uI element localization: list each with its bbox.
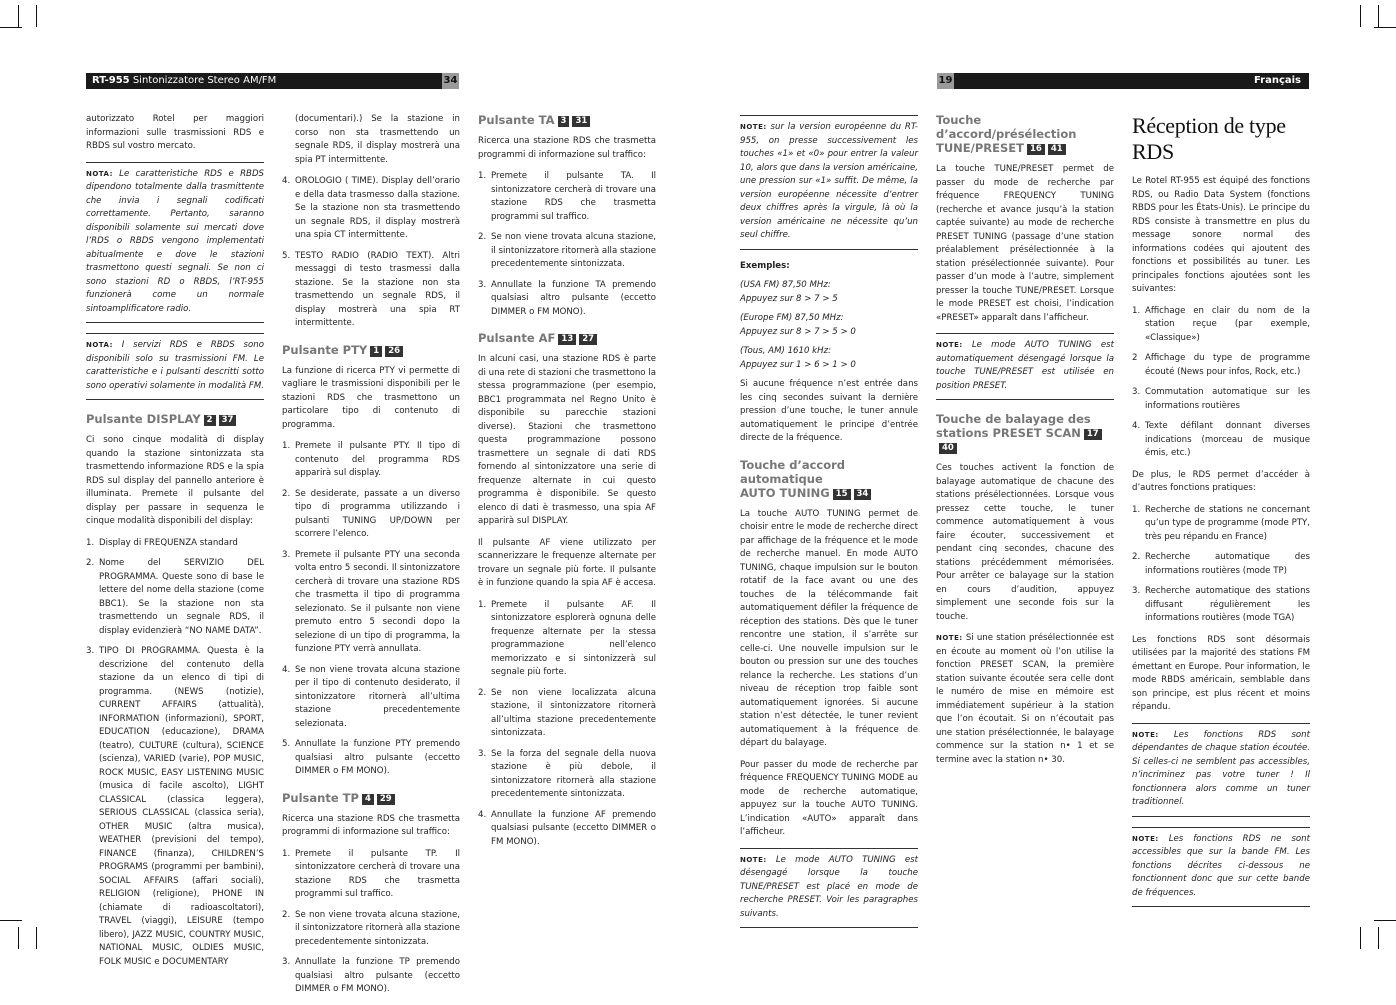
list-number: 2. <box>86 558 95 568</box>
example-line: (USA FM) 87,50 MHz: <box>740 280 831 290</box>
heading-text: Pulsante TP <box>282 790 359 805</box>
example <box>740 312 918 339</box>
column-4 <box>740 113 918 938</box>
list-number: 2. <box>478 687 487 698</box>
item-number-badge: 16 <box>1027 144 1045 155</box>
list-number: 1. <box>1132 305 1141 316</box>
list-text: Texte défilant donnant diverses indications (morceau de musique émis, etc.) <box>1145 421 1310 458</box>
list-item <box>282 488 460 542</box>
list-text: Se non viene localizzata alcuna stazione, il sintonizzatore ritornerà all’ultima stazione precedentemente sintonizzata. <box>491 687 656 738</box>
note-text: I servizi RDS e RBDS sono disponibili solo su trasmissioni FM. Le caratteristiche e i pulsanti descritti sotto sono operativi solamente in modalità FM. <box>86 340 265 391</box>
crop-mark <box>1360 5 1361 27</box>
item-number-badge: 37 <box>219 415 237 426</box>
numbered-list <box>86 537 264 970</box>
list-item <box>282 909 460 950</box>
list-text: Nome del SERVIZIO DEL PROGRAMMA. Queste sono di base le lettere del nome della stazione (come BBC1). Se la stazione non sta trasmettendo un segnale RDS, il display evidenzierà “NO NAME DATA”. <box>99 558 264 636</box>
list-item <box>478 748 656 802</box>
list-item <box>1132 551 1310 578</box>
example-line: Appuyez sur 8 > 7 > 5 <box>740 293 838 304</box>
item-number-badge: 34 <box>854 489 872 500</box>
list-item <box>1132 420 1310 461</box>
crop-mark <box>18 5 19 27</box>
list-number: 3. <box>1132 387 1141 397</box>
paragraph: La touche TUNE/PRESET permet de passer du mode de recherche par fréquence FREQUENCY TUNING (recherche et avance jusqu’à la station captée suivante) au mode de recherche PRESET TUNING (passage d’une station préalablement présélectionnée à la station présélectionnée suivante). Pour passer d’un mode à l’autre, simplement presser la touche TUNE/PRESET. Lorsque le mode PRESET est choisi, l’indication «PRESET» apparaît dans l’afficheur. <box>936 164 1114 323</box>
list-number: 2 <box>1132 353 1138 363</box>
note-text: Le caratteristiche RDS e RBDS dipendono totalmente dalla trasmittente che invia i segnali codificati correttamente. Pertanto, saranno disponibili solamente sui mercati dove l’RDS o RBDS vengono implementati abitualmente e dove le stazioni trasmettono questi segnali. Se non ci sono stazioni RD o RBDS, l’RT-955 funzionerà come un normale sintoamplificatore radio. <box>86 168 265 314</box>
list-number: 3. <box>282 957 291 967</box>
heading-text: Pulsante DISPLAY <box>86 412 201 426</box>
crop-mark <box>1378 5 1379 27</box>
list-item <box>1132 504 1310 545</box>
list-item <box>282 175 460 243</box>
heading-text: Touche d’accord automatique <box>740 457 846 486</box>
list-item <box>282 848 460 902</box>
list-number: 2. <box>282 909 291 920</box>
section-heading <box>740 458 918 500</box>
list-number: 1. <box>86 537 95 548</box>
model-name: RT-955 <box>92 75 130 86</box>
list-item <box>478 231 656 272</box>
heading-text: TUNE/PRESET <box>936 141 1024 155</box>
list-text: TIPO DI PROGRAMMA. Questa è la descrizione del contenuto della stazione da un elenco di tipi di programma. (NEWS (notizie), CURRENT AFFAIRS (attualità), INFORMATION (informazioni), SPORT, EDUCATION (educazione), DRAMA (teatro), CULTURE (cultura), SCIENCE (scienza), VARIED (varie), POP MUSIC, ROCK MUSIC, EASY LISTENING MUSIC (musica di facile ascolto), LIGHT CLASSICAL (classica leggera), SERIOUS CLASSICAL (classica seria), OTHER MUSIC (altra musica), WEATHER (previsioni del tempo), FINANCE (finanza), CHILDREN’S PROGRAMS (programmi per bambini), SOCIAL AFFAIRS (affari sociali), RELIGION (religione), PHONE IN (chiamate di radioascoltatori), TRAVEL (viaggi), LEISURE (tempo libero), JAZZ MUSIC, COUNTRY MUSIC, NATIONAL MUSIC, OLDIES MUSIC, FOLK MUSIC e DOCUMENTARY <box>99 646 264 967</box>
list-text: Annullate la funzione TA premendo qualsiasi altro pulsante (eccetto DIMMER o FM MONO). <box>491 279 656 317</box>
list-number: 1. <box>1132 504 1141 515</box>
section-heading <box>282 791 460 805</box>
page-number-right: 19 <box>937 73 954 89</box>
list-text: Display di FREQUENZA standard <box>99 537 238 548</box>
list-item <box>478 279 656 320</box>
section-heading <box>86 412 264 426</box>
example <box>740 345 918 372</box>
paragraph: Ricerca una stazione RDS che trasmetta programmi di informazione sul traffico: <box>478 136 656 160</box>
example <box>740 279 918 306</box>
note-label: NOTA: <box>86 341 113 349</box>
section-heading <box>936 113 1114 155</box>
list-text: Premete il pulsante AF. Il sintonizzatore esplorerà ognuna delle frequenze alternate per la stessa programmazione nell’elenco memorizzato e si sintonizzerà sul segnale più forte. <box>491 599 656 677</box>
list-number: 2. <box>478 232 487 242</box>
section-heading <box>936 412 1114 454</box>
paragraph: Si aucune fréquence n’est entrée dans les cinq secondes suivant la dernière pression d’une touche, le tuner annule automatiquement le principe d’entrée directe de la fréquence. <box>740 379 918 443</box>
list-text: Se non viene trovata alcuna stazione per il tipo di contenuto desiderato, il sintonizzatore ritornerà all’ultima stazione precedentemente selezionata. <box>295 664 460 729</box>
crop-mark <box>1374 27 1396 28</box>
list-number: 3. <box>478 748 487 759</box>
example-line: (Tous, AM) 1610 kHz: <box>740 346 832 356</box>
paragraph: Pour passer du mode de recherche par fréquence FREQUENCY TUNING MODE au mode de recherche automatique, appuyez sur la touche AUTO TUNING. L’indication «AUTO» apparaît dans l’afficheur. <box>740 759 918 837</box>
list-number: 1. <box>478 171 487 181</box>
note-text: Si une station présélectionnée est en écoute au moment où l’on utilise la fonction PRESET SCAN, la première station suivante écoutée sera celle dont le numéro de mise en mémoire est immédiatement supérieur à la station que l’on écoutait. Si on n’écoutait pas une station présélectionnée, le balayage commence sur la station n• 1 et se termine avec la station n• 30. <box>936 633 1114 765</box>
page-title: Réception de type RDS <box>1132 113 1286 164</box>
list-text: OROLOGIO ( TIME). Display dell’orario e della data trasmesso dalla stazione. Se la stazione non sta trasmettendo un segnale RDS, il display mostrerà una spia CT intermittente. <box>295 176 460 240</box>
example-line: Appuyez sur 1 > 6 > 1 > 0 <box>740 359 856 370</box>
paragraph: Les fonctions RDS sont désormais utilisées par la majorité des stations FM émettant en Europe. Pour information, le mode RBDS américain, semblable dans son principe, est plus récent et moins répandu. <box>1132 634 1310 712</box>
crop-mark <box>36 927 37 949</box>
item-number-badge: 4 <box>362 794 374 805</box>
list-text: Annullate la funzione PTY premendo qualsiasi altro pulsante (eccetto DIMMER o FM MONO). <box>295 739 460 776</box>
list-text: Premete il pulsante TA. Il sintonizzatore cercherà di trovare una stazione RDS che trasmetta programmi sul traffico. <box>491 171 656 222</box>
list-item <box>282 738 460 779</box>
item-number-badge: 1 <box>370 346 382 357</box>
note-box <box>1132 827 1310 908</box>
heading-text: stations PRESET SCAN <box>936 426 1081 440</box>
heading-text: Pulsante TA <box>478 113 555 127</box>
paragraph: La funzione di ricerca PTY vi permette di vagliare le trasmissioni disponibili per le stazioni RDS che trasmettono un particolare tipo di contenuto di programma. <box>282 365 460 430</box>
note-label: NOTA: <box>86 169 113 178</box>
list-text: Commutation automatique sur les informations routières <box>1145 387 1310 411</box>
note-box <box>86 162 264 324</box>
note-text: Le mode AUTO TUNING est automatiquement désengagé lorsque la touche TUNE/PRESET est utilisée en position PRESET. <box>936 340 1115 391</box>
item-number-badge: 13 <box>558 334 576 345</box>
list-number: 2. <box>282 488 291 499</box>
item-number-badge: 27 <box>579 334 597 345</box>
list-number: 2. <box>1132 552 1141 562</box>
heading-text: AUTO TUNING <box>740 485 830 500</box>
item-number-badge: 31 <box>572 116 590 127</box>
note-label: NOTE: <box>740 123 767 131</box>
list-item <box>282 549 460 657</box>
note-label: NOTE: <box>936 341 963 349</box>
list-number: 3. <box>86 646 95 656</box>
example-line: (Europe FM) 87,50 MHz: <box>740 313 844 323</box>
item-number-badge: 40 <box>939 443 957 454</box>
list-text: Se desiderate, passate a un diverso tipo di programma utilizzando i pulsanti TUNING UP/DOWN per scorrere l’elenco. <box>295 488 460 539</box>
note-label: NOTE: <box>1132 834 1159 843</box>
item-number-badge: 3 <box>558 116 570 127</box>
crop-mark <box>0 27 22 28</box>
note-label: NOTE: <box>1132 730 1159 739</box>
column-3 <box>478 113 656 857</box>
note-box <box>740 848 918 929</box>
list-text: Annullate la funzione TP premendo qualsiasi altro pulsante (eccetto DIMMER o FM MONO). <box>295 957 460 994</box>
note-box <box>740 115 918 250</box>
heading-text: Pulsante PTY <box>282 342 368 357</box>
list-item <box>282 664 460 732</box>
column-5 <box>936 113 1114 775</box>
crop-mark <box>18 927 19 949</box>
list-number: 1. <box>282 441 291 451</box>
list-text: Se la forza del segnale della nuova stazione è più debole, il sintonizzatore ritornerà alla stazione precedentemente sintonizzata. <box>491 748 656 799</box>
paragraph: Le Rotel RT-955 est équipé des fonctions RDS, ou Radio Data System (fonctions RBDS pour les États-Unis). Le principe du RDS consiste à transmettre en plus du message sonore normal des informations codées qui ajoutent des fonctions et possibilités au tuner. Les principales fonctions ajoutées sont les suivantes: <box>1132 176 1310 294</box>
list-text: Premete il pulsante PTY una seconda volta entro 5 secondi. Il sintonizzatore cercherà di trovare una stazione RDS che trasmetta il tipo di programma selezionato. Se il pulsante non viene premuto entro 5 secondi dopo la selezione di un tipo di programma, la funzione PTY verrà annullata. <box>295 549 460 654</box>
list-number: 4. <box>282 664 291 675</box>
list-number: 3. <box>282 549 291 560</box>
list-item <box>1132 585 1310 626</box>
list-text: Recherche automatique des stations diffusant régulièrement les informations routières (mode TGA) <box>1145 586 1310 623</box>
list-text: Premete il pulsante TP. Il sintonizzatore cercherà di trovare una stazione RDS che trasmetta programmi sul traffico. <box>295 848 460 899</box>
paragraph: (documentari).) Se la stazione in corso non sta trasmettendo un segnale RDS, il display mostrerà una spia PT intermittente. <box>295 114 460 165</box>
heading-text: Pulsante AF <box>478 331 556 345</box>
list-text: Annullate la funzione AF premendo qualsiasi pulsante (eccetto DIMMER o FM MONO). <box>491 809 656 847</box>
list-number: 3. <box>478 279 487 290</box>
list-text: Affichage en clair du nom de la station reçue (par exemple, «Classique») <box>1145 305 1310 343</box>
paragraph: Ces touches activent la fonction de balayage automatique de chacune des stations présélectionnées. Lorsque vous pressez cette touche, le tuner commence automatiquement à vous faire écouter, successivement et pendant cinq secondes, chacune des stations précédemment mémorisées. Pour arrêter ce balayage sur la station en cours d’audition, appuyez simplement une seconde fois sur la touche. <box>936 463 1114 622</box>
item-number-badge: 15 <box>833 489 851 500</box>
numbered-list <box>478 599 656 850</box>
numbered-list <box>1132 305 1310 461</box>
list-text: Premete il pulsante PTY. Il tipo di contenuto del programma RDS apparirà sul display. <box>295 441 460 478</box>
list-text: TESTO RADIO (RADIO TEXT). Altri messaggi di testo trasmessi dalla stazione. Se la stazione non sta trasmettendo un segnale RDS, il display mostrerà una spia RT intermittente. <box>295 250 460 328</box>
paragraph: De plus, le RDS permet d’accéder à d’autres fonctions pratiques: <box>1132 469 1310 493</box>
list-number: 3. <box>1132 586 1141 596</box>
list-item <box>86 557 264 638</box>
list-item <box>282 440 460 481</box>
note-box <box>86 333 264 400</box>
heading-text: Touche de balayage des <box>936 412 1091 426</box>
list-item <box>1132 305 1310 346</box>
item-number-badge: 29 <box>377 794 395 805</box>
crop-mark <box>1378 927 1379 949</box>
paragraph: Ci sono cinque modalità di display quando la stazione sintonizzata sta trasmettendo informazione RDS e la spia RDS sul display del pannello anteriore è illuminata. Premete il pulsante del display per passare in sequenza le cinque modalità disponibili del display: <box>86 435 264 526</box>
numbered-list <box>282 175 460 331</box>
numbered-list <box>1132 504 1310 626</box>
note-label: NOTE: <box>740 855 767 864</box>
crop-mark <box>36 5 37 27</box>
list-item <box>86 537 264 551</box>
list-text: Recherche automatique des informations routières (mode TP) <box>1145 552 1310 576</box>
paragraph: La touche AUTO TUNING permet de choisir entre le mode de recherche direct par affichage de la fréquence et le mode de recherche manuel. En mode AUTO TUNING, chaque impulsion sur le bouton rotatif de la face avant ou une des touches de la télécommande fait automatiquement défiler la fréquence de réception des stations. Dès que le tuner rencontre une station, il s’arrête sur celle-ci. Une nouvelle impulsion sur le bouton ou pression sur une des touches relance la recherche. Les stations d’un niveau de réception trop faible sont automatiquement ignorées. Si aucune station n’est détectée, le tuner revient automatiquement à la fréquence de départ du balayage. <box>740 508 918 748</box>
list-number: 1. <box>478 599 487 610</box>
note-text: Les fonctions RDS ne sont accessibles que sur la bande FM. Les fonctions décrites ci-dessous ne fonctionnent donc que sur cette bande de fréquences. <box>1132 833 1311 898</box>
paragraph: autorizzato Rotel per maggiori informazioni sulle trasmissioni RDS e RBDS sul vostro mercato. <box>86 114 264 151</box>
list-number: 1. <box>282 848 291 859</box>
header-bar-left <box>86 73 442 89</box>
paragraph: Ricerca una stazione RDS che trasmetta programmi di informazione sul traffico: <box>282 813 460 837</box>
numbered-list <box>282 848 460 997</box>
item-number-badge: 26 <box>385 346 403 357</box>
column-1 <box>86 113 264 977</box>
list-item <box>478 599 656 680</box>
list-item <box>86 645 264 969</box>
note-box <box>1132 723 1310 817</box>
note-paragraph <box>936 632 1114 767</box>
header-bar-right <box>954 73 1309 89</box>
list-item <box>282 956 460 997</box>
list-number: 4. <box>478 809 487 820</box>
crop-mark <box>0 920 22 921</box>
page-number-left: 34 <box>442 73 459 89</box>
paragraph: Il pulsante AF viene utilizzato per scannerizzare le frequenze alternate per trovare un segnale più forte. Il pulsante è in funzione quando la spia AF è accesa. <box>478 537 656 588</box>
example-line: Appuyez sur 8 > 7 > 5 > 0 <box>740 326 856 337</box>
list-item <box>1132 352 1310 379</box>
examples-heading: Exemples: <box>740 260 790 271</box>
list-item <box>282 250 460 331</box>
header-language: Français <box>1253 75 1301 86</box>
list-number: 5. <box>282 739 291 749</box>
note-box <box>936 333 1114 400</box>
numbered-list <box>478 170 656 319</box>
heading-text: Touche d’accord/présélection <box>936 113 1077 141</box>
list-number: 4. <box>282 176 291 186</box>
list-item <box>478 809 656 850</box>
paragraph: In alcuni casi, una stazione RDS è parte di una rete di stazioni che trasmettono la stessa programmazione (per esempio, BBC1 programmata nel Regno Unito è disponibile su parecchie stazioni diverse). Stazioni che trasmettono questa programmazione possono trasmettere un segnale di dati RDS fornendo al sintonizzatore una serie di frequenze alternate in cui questo programma è disponibile. Se questo elenco di dati è trasmesso, una spia AF apparirà sul DISPLAY. <box>478 354 656 526</box>
list-text: Se non viene trovata alcuna stazione, il sintonizzatore ritornerà alla stazione precedentemente sintonizzata. <box>295 909 460 947</box>
column-2 <box>282 113 460 1005</box>
crop-mark <box>1374 920 1396 921</box>
note-text: Le mode AUTO TUNING est désengagé lorsque la touche TUNE/PRESET est placé en mode de recherche PRESET. Voir les paragraphes suivants. <box>740 854 919 919</box>
note-label: NOTE: <box>936 634 963 642</box>
list-number: 4. <box>1132 421 1141 431</box>
list-text: Affichage du type de programme écouté (News pour infos, Rock, etc.) <box>1145 353 1310 377</box>
item-number-badge: 41 <box>1048 144 1066 155</box>
note-text: sur la version européenne du RT-955, on presse successivement les touches «1» et «0» pour entrer la valeur 10, alors que dans la version américaine, une pression sur «1» suffit. De même, la version européenne nécessite d’entrer deux chiffres après la virgule, là où la version américaine ne nécessite qu’un seul chiffre. <box>740 122 918 240</box>
list-text: Recherche de stations ne concernant qu’un type de programme (mode PTY, très peu répandu en France) <box>1145 504 1310 542</box>
crop-mark <box>1360 927 1361 949</box>
item-number-badge: 17 <box>1084 429 1102 440</box>
header-title: Sintonizzatore Stereo AM/FM <box>132 75 277 86</box>
note-text: Les fonctions RDS sont dépendantes de chaque station écoutée. Si celles-ci ne semblent pas accessibles, n’incriminez pas votre tuner ! Il fonctionnera alors comme un tuner traditionnel. <box>1132 729 1310 807</box>
item-number-badge: 2 <box>204 415 216 426</box>
list-item <box>1132 386 1310 413</box>
section-heading <box>478 331 656 345</box>
list-item <box>478 170 656 224</box>
section-heading <box>282 343 460 357</box>
list-text: Se non viene trovata alcuna stazione, il sintonizzatore ritornerà alla stazione precedentemente sintonizzata. <box>491 232 656 269</box>
list-item <box>478 687 656 741</box>
numbered-list <box>282 440 460 779</box>
list-number: 5. <box>282 250 291 261</box>
section-heading <box>478 113 656 127</box>
column-6 <box>1132 113 1310 917</box>
